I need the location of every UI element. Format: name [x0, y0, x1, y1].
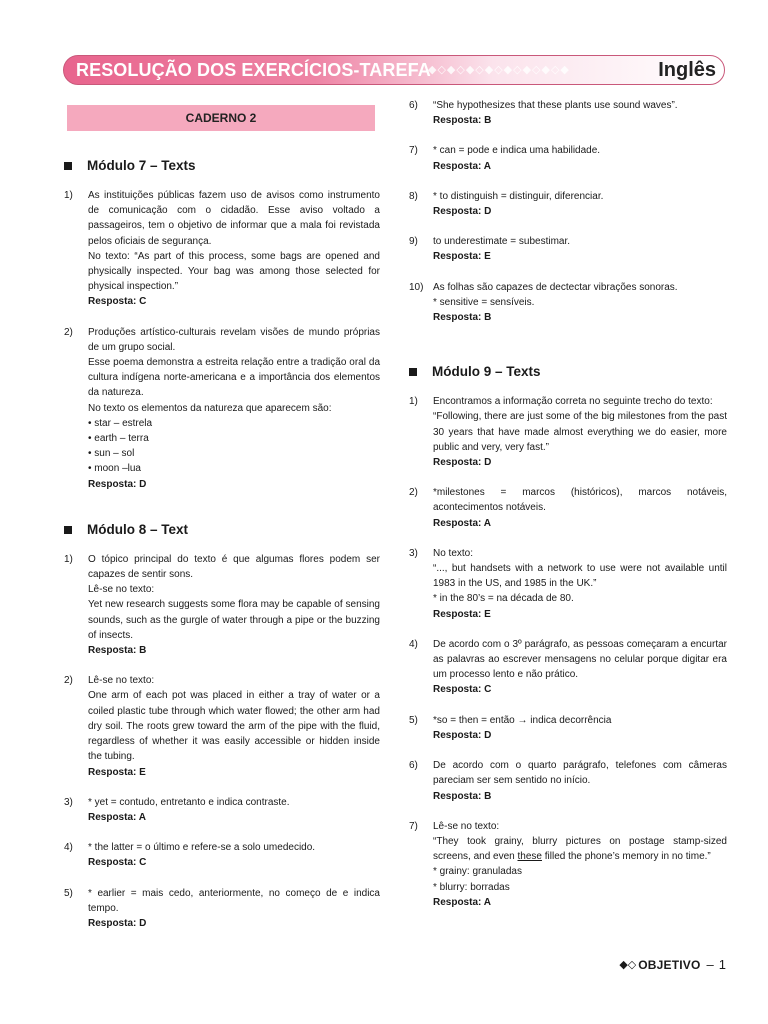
right-column — [409, 98, 727, 925]
item-text: * in the 80’s = na década de 80. — [433, 593, 574, 605]
subject-title: Inglês — [658, 59, 716, 81]
answer: Resposta: D — [433, 457, 492, 469]
item-number: 2) — [64, 326, 73, 338]
item-text: Lê-se no texto: — [433, 820, 500, 832]
item-quote — [433, 834, 727, 864]
answer: Resposta: D — [433, 729, 492, 741]
item-text: No texto: “As part of this process, some bags are opened and physically inspected. Your bag was among those selected for physical inspection.” — [88, 250, 380, 293]
item-number: 10) — [409, 281, 424, 293]
item-text: * sensitive = sensíveis. — [433, 296, 535, 308]
list-item — [64, 886, 380, 932]
list-item — [409, 234, 727, 264]
item-text: No texto os elementos da natureza que aparecem são: — [88, 402, 332, 414]
square-bullet-icon — [64, 526, 72, 534]
item-body — [433, 637, 727, 698]
page-number: 1 — [718, 957, 726, 972]
item-text: As instituições públicas fazem uso de avisos como instrumento de comunicação com o cidadão. Esse aviso voltado a passageiros, tem o objetivo de informar que a mala foi revistada pelos oficiais de segurança. — [88, 190, 380, 247]
item-number: 4) — [64, 842, 73, 854]
item-text: • moon –lua — [88, 463, 141, 475]
list-item — [409, 546, 727, 622]
item-number: 8) — [409, 190, 418, 202]
item-body — [433, 189, 727, 219]
item-body — [88, 795, 380, 825]
item-text: * grainy: granuladas — [433, 866, 522, 878]
item-number: 1) — [409, 396, 418, 408]
item-number: 7) — [409, 820, 418, 832]
item-number: 4) — [409, 638, 418, 650]
banner-decoration-icon: ◆◇◆◇◆◇◆◇◆◇◆◇◆◇◆ — [428, 63, 570, 76]
list-item — [409, 189, 727, 219]
answer: Resposta: D — [88, 917, 147, 929]
section-title: Módulo 8 – Text — [87, 521, 189, 537]
answer: Resposta: A — [433, 896, 491, 908]
item-text: • star – estrela — [88, 417, 153, 429]
item-number: 2) — [64, 675, 73, 687]
quote-part: filled the phone’s memory in no time.” — [541, 851, 711, 863]
item-number: 2) — [409, 487, 418, 499]
answer: Resposta: A — [433, 160, 491, 172]
footer-logo: OBJETIVO — [638, 958, 701, 972]
item-number: 5) — [409, 714, 418, 726]
item-text: • sun – sol — [88, 448, 135, 460]
item-text: “Following, there are just some of the big milestones from the past 30 years that have made almost everything we do easier, more public and very, very fast.” — [433, 411, 727, 453]
list-item — [409, 819, 727, 910]
item-text: * can = pode e indica uma habilidade. — [433, 145, 601, 157]
item-text: “..., but handsets with a network to use were not available until 1983 in the US, and 1985 in the UK.” — [433, 563, 727, 590]
item-body — [88, 673, 380, 779]
square-bullet-icon — [64, 162, 72, 170]
item-body — [88, 840, 380, 870]
item-body — [433, 485, 727, 531]
item-body — [433, 758, 727, 804]
list-item — [409, 758, 727, 804]
list-item — [409, 394, 727, 470]
list-item — [64, 552, 380, 658]
item-number: 6) — [409, 100, 418, 111]
list-item — [409, 713, 727, 743]
item-text: *milestones = marcos (históricos), marcos notáveis, acontecimentos notáveis. — [433, 487, 727, 514]
item-number: 3) — [409, 547, 418, 559]
item-number: 1) — [64, 553, 73, 565]
item-body — [433, 98, 727, 128]
answer: Resposta: E — [433, 251, 491, 263]
section-title: Módulo 9 – Texts — [432, 364, 541, 380]
item-text: *so = then = então → indica decorrência — [433, 714, 612, 726]
item-text: to underestimate = subestimar. — [433, 236, 571, 248]
page-title: RESOLUÇÃO DOS EXERCÍCIOS-TAREFA — [76, 60, 431, 80]
list-item — [409, 280, 727, 326]
item-body — [88, 188, 380, 310]
item-text: • earth – terra — [88, 433, 149, 445]
item-text: As folhas são capazes de dectectar vibrações sonoras. — [433, 281, 678, 293]
list-item — [64, 840, 380, 870]
footer — [619, 956, 726, 974]
objetivo-logo-icon: ◆◇ — [619, 958, 637, 971]
item-body — [433, 234, 727, 264]
item-text: * the latter = o último e refere-se a solo umedecido. — [88, 842, 316, 854]
item-text: One arm of each pot was placed in either a tray of water or a coiled plastic tube through which water flowed; the other arm had dry soil. The roots grew toward the arm of the pipe with the fluid, regardless of whether it was easily accessible or hidden inside the tubing. — [88, 690, 380, 763]
item-text: * to distinguish = distinguir, diferenciar. — [433, 190, 604, 202]
item-body — [433, 394, 727, 470]
square-bullet-icon — [409, 368, 417, 376]
answer: Resposta: B — [433, 790, 492, 802]
item-text: Esse poema demonstra a estreita relação entre a tradição oral da cultura indígena norte-americana e a importância dos elementos da natureza. — [88, 357, 380, 399]
item-text: * earlier = mais cedo, anteriormente, no começo de e indica tempo. — [88, 887, 380, 914]
answer: Resposta: C — [433, 684, 492, 696]
item-text: * blurry: borradas — [433, 881, 510, 893]
list-item — [409, 637, 727, 698]
answer: Resposta: A — [88, 811, 146, 823]
answer: Resposta: B — [433, 312, 492, 324]
item-text: Produções artístico-culturais revelam visões de mundo próprias de um grupo social. — [88, 326, 380, 353]
item-number: 9) — [409, 236, 418, 248]
item-number: 5) — [64, 887, 73, 899]
item-text: No texto: — [433, 547, 474, 559]
section-modulo-8 — [64, 521, 380, 539]
section-modulo-7 — [64, 157, 380, 175]
answer: Resposta: C — [88, 296, 147, 308]
answer: Resposta: A — [433, 517, 491, 529]
item-number: 3) — [64, 796, 73, 808]
footer-separator: – — [706, 957, 714, 972]
item-text: De acordo com o quarto parágrafo, telefones com câmeras pareciam ser sem sentido no início. — [433, 760, 727, 787]
item-body — [88, 552, 380, 658]
item-text: Lê-se no texto: — [88, 584, 155, 596]
item-body — [433, 280, 727, 326]
item-text: Encontramos a informação correta no seguinte trecho do texto: — [433, 396, 713, 408]
caderno-label: CADERNO 2 — [67, 105, 375, 131]
list-item — [409, 485, 727, 531]
answer: Resposta: B — [433, 115, 492, 127]
item-text: “She hypothesizes that these plants use sound waves”. — [433, 100, 678, 111]
answer: Resposta: B — [88, 645, 147, 657]
list-item — [409, 98, 727, 128]
underlined-word: these — [517, 851, 542, 863]
item-body — [433, 546, 727, 622]
answer: Resposta: C — [88, 857, 147, 869]
section-modulo-9 — [409, 363, 727, 381]
left-column — [64, 98, 380, 946]
answer: Resposta: D — [88, 478, 147, 490]
item-text: Yet new research suggests some flora may be capable of sensing sounds, such as the gurgle of water through a pipe or the buzzing of insects. — [88, 599, 380, 641]
list-item — [64, 795, 380, 825]
answer: Resposta: D — [433, 206, 492, 218]
item-number: 1) — [64, 190, 73, 201]
item-text: Lê-se no texto: — [88, 675, 155, 687]
answer: Resposta: E — [88, 766, 146, 778]
item-body — [433, 819, 727, 910]
item-body — [433, 713, 727, 743]
item-text: * yet = contudo, entretanto e indica contraste. — [88, 796, 290, 808]
section-title: Módulo 7 – Texts — [87, 158, 196, 173]
list-item — [64, 673, 380, 779]
item-body — [88, 325, 380, 492]
item-number: 6) — [409, 760, 418, 772]
item-body — [433, 143, 727, 173]
answer: Resposta: E — [433, 608, 491, 620]
item-number: 7) — [409, 145, 418, 157]
item-text: O tópico principal do texto é que algumas flores podem ser capazes de sentir sons. — [88, 553, 380, 581]
item-text: De acordo com o 3º parágrafo, as pessoas começaram a encurtar as palavras ao escrever mensagens no celular porque digitar era um processo lento e não prático. — [433, 638, 727, 681]
list-item — [409, 143, 727, 173]
list-item — [64, 188, 380, 310]
quote-part: “They took grainy, blurry pictures on postage stamp-sized screens, and even — [433, 835, 727, 863]
item-body — [88, 886, 380, 932]
list-item — [64, 325, 380, 492]
